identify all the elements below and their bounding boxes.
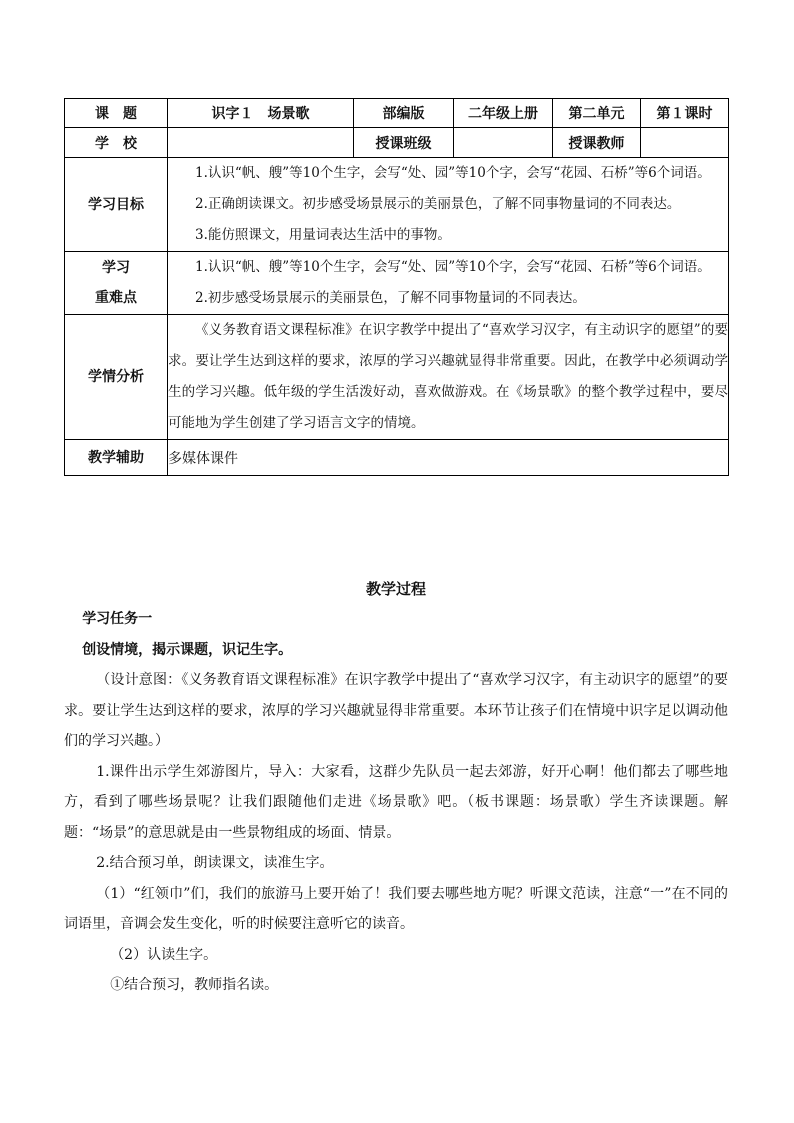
design-intent: （设计意图：《义务教育语文课程标准》在识字教学中提出了“喜欢学习汉字，有主动识字的愿望”的要求。要让学生达到这样的要求，浓厚的学习兴趣就显得非常重要。本环节让孩子们在情境中识字足以调动他们的学习兴趣。） (64, 672, 728, 749)
school-value[interactable] (168, 128, 354, 158)
key-item: 2.初步感受场景展示的美丽景色，了解不同事物量词的不同表达。 (195, 290, 586, 306)
step-2-2-a: ①结合预习，教师指名读。 (110, 977, 279, 993)
row-goals (65, 158, 729, 252)
goals-label: 学习目标 (65, 158, 168, 252)
class-value[interactable] (454, 128, 553, 158)
teacher-value[interactable] (641, 128, 729, 158)
period: 第１课时 (641, 99, 729, 128)
analysis-content (168, 315, 729, 440)
key-label (65, 252, 168, 315)
key-item: 1.认识“帆、艘”等10个生字，会写“处、园”等10个字，会写“花园、石桥”等6个词语。 (195, 259, 711, 275)
task-heading: 学习任务一 (82, 611, 153, 627)
class-label: 授课班级 (354, 128, 454, 158)
step-2-2: （2）认读生字。 (110, 946, 218, 963)
goal-item: 1.认识“帆、艘”等10个生字，会写“处、园”等10个字，会写“花园、石桥”等6个词语。 (195, 165, 711, 181)
process-body (64, 604, 728, 1001)
step-2-1: （1）“红领巾”们，我们的旅游马上要开始了！我们要去哪些地方呢？听课文范读，注意“一”在不同的词语里，音调会发生变化，听的时候要注意听它的读音。 (64, 885, 728, 932)
school-label: 学 校 (65, 128, 168, 158)
process-title: 教学过程 (365, 580, 426, 598)
step-2: 2.结合预习单，朗读课文，读准生字。 (96, 855, 334, 871)
row-lesson (65, 99, 729, 128)
step-1: 1.课件出示学生郊游图片，导入：大家看，这群少先队员一起去郊游，好开心啊！他们都去了哪些地方，看到了哪些场景呢？让我们跟随他们走进《场景歌》吧。（板书课题：场景歌）学生齐读课题。解题：“场景”的意思就是由一些景物组成的场面、情景。 (64, 763, 728, 841)
lesson-info-table (64, 98, 729, 476)
key-label-line1: 学习 (102, 260, 130, 276)
aid-label: 教学辅助 (65, 440, 168, 476)
goal-item: 3.能仿照课文，用量词表达生活中的事物。 (195, 227, 451, 243)
teacher-label: 授课教师 (553, 128, 641, 158)
key-label-line2: 重难点 (95, 290, 137, 306)
aid-text: 多媒体课件 (168, 440, 729, 476)
edition: 部编版 (354, 99, 454, 128)
row-aid (65, 440, 729, 476)
grade: 二年级上册 (454, 99, 553, 128)
analysis-label: 学情分析 (65, 315, 168, 440)
analysis-text: 《义务教育语文课程标准》在识字教学中提出了“喜欢学习汉字，有主动识字的愿望”的要求。要让学生达到这样的要求，浓厚的学习兴趣就显得非常重要。因此，在教学中必须调动学生的学习兴趣。低年级的学生活泼好动，喜欢做游戏。在《场景歌》的整个教学过程中，要尽可能地为学生创建了学习语言文字的情境。 (168, 322, 728, 431)
goal-item: 2.正确朗读课文。初步感受场景展示的美丽景色，了解不同事物量词的不同表达。 (195, 196, 681, 212)
task-subtitle: 创设情境，揭示课题，识记生字。 (82, 641, 293, 658)
lesson-title: 识字１ 场景歌 (168, 99, 354, 128)
row-key (65, 252, 729, 315)
row-school (65, 128, 729, 158)
row-analysis (65, 315, 729, 440)
key-content (168, 252, 729, 315)
lesson-label: 课 题 (65, 99, 168, 128)
unit: 第二单元 (553, 99, 641, 128)
goals-content (168, 158, 729, 252)
